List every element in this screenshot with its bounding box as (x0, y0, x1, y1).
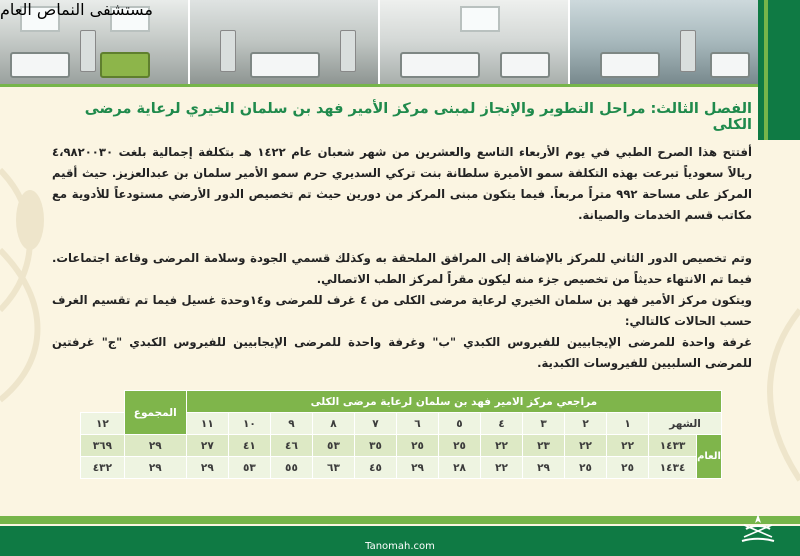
value-cell: ٦٣ (312, 457, 354, 479)
photo-dialysis-room-2 (190, 0, 378, 84)
table-row (81, 435, 722, 457)
value-cell: ٢٩ (523, 457, 565, 479)
value-cell: ٢٩ (396, 457, 438, 479)
month-cell: ١٢ (81, 413, 125, 435)
value-cell: ٢٢ (607, 435, 649, 457)
total-cell: ٤٣٢ (81, 457, 125, 479)
photo-dialysis-room-4 (570, 0, 758, 84)
table-row (81, 457, 722, 479)
month-cell: ٢ (565, 413, 607, 435)
hospital-name: مستشفى النماص العام (0, 0, 153, 19)
paragraph-1: أفتتح هذا الصرح الطبي في يوم الأربعاء التاسع والعشرين من شهر شعبان عام ١٤٢٢ هـ بتكلفة إجمالية بلغت ٤،٩٨٢٠٠٣٠ ريالاً سعودياً تبرعت بهذه التكلفة سمو الأميرة سلطانة بنت تركي السديري حرم سمو الأمير سلمان بن عبدالعزيز. حيث أقيم المركز على مساحة ٩٩٢ متراً مربعاً. فيما يتكون مبنى المركز من دورين حيث تم تخصيص الدور الأرضي مستودعاً للأدوية مع مكاتب قسم الخدمات والصيانة. (52, 145, 752, 222)
value-cell: ٢٢ (481, 435, 523, 457)
paragraph-4: غرفة واحدة للمرضى الإيجابيين للفيروس الكبدي "ب" وغرفة واحدة للمرضى الإيجابيين للفيروس الكبدي "ج" غرفتين للمرضى السلبيين للفيروسات الكبدية. (52, 335, 752, 370)
year-label: العام (697, 435, 722, 479)
value-cell: ٢٧ (186, 435, 228, 457)
paragraph-2: وتم تخصيص الدور الثاني للمركز بالإضافة إلى المرافق الملحقة به وكذلك قسمي الجودة وسلامة المرضى وقاعة اجتماعات. فيما تم الانتهاء حديثاً من تخصيص جزء منه ليكون مقراً لمركز الطب الاتصالي. (52, 251, 752, 286)
chapter-title: الفصل الثالث: مراحل التطوير والإنجاز لمبنى مركز الأمير فهد بن سلمان الخيري لرعاية مرضى الكلى (84, 101, 752, 133)
value-cell: ٥٣ (228, 457, 270, 479)
value-cell: ٢٥ (439, 435, 481, 457)
total-column-header: المجموع (124, 391, 186, 435)
value-cell: ٢٥ (607, 457, 649, 479)
month-cell: ١١ (186, 413, 228, 435)
value-cell: ٤١ (228, 435, 270, 457)
watermark: Tanomah.com (365, 541, 435, 552)
year-cell: ١٤٣٤ (649, 457, 697, 479)
value-cell: ٥٣ (312, 435, 354, 457)
value-cell: ٣٥ (354, 435, 396, 457)
month-cell: ٧ (354, 413, 396, 435)
leaf-ornament-right-icon (750, 300, 800, 500)
value-cell: ٢٥ (565, 457, 607, 479)
month-cell: ٩ (270, 413, 312, 435)
patients-statistics-table (80, 390, 722, 479)
month-cell: ٦ (396, 413, 438, 435)
paragraph-group (52, 248, 752, 374)
month-cell: ١ (607, 413, 649, 435)
value-cell: ٤٥ (354, 457, 396, 479)
table-caption: مراجعي مركز الامير فهد بن سلمان لرعاية مرضى الكلى (186, 391, 721, 413)
value-cell: ٥٥ (270, 457, 312, 479)
month-cell: ٤ (481, 413, 523, 435)
value-cell: ٢٥ (396, 435, 438, 457)
month-cell: ٥ (439, 413, 481, 435)
header-divider (0, 84, 758, 87)
value-cell: ٢٢ (565, 435, 607, 457)
value-cell: ٢٩ (186, 457, 228, 479)
value-cell: ٢٣ (523, 435, 565, 457)
year-cell: ١٤٣٣ (649, 435, 697, 457)
value-cell: ٢٢ (481, 457, 523, 479)
value-cell: ٤٦ (270, 435, 312, 457)
value-cell: ٢٩ (124, 457, 186, 479)
photo-dialysis-room-3 (380, 0, 568, 84)
paragraph-3: ويتكون مركز الأمير فهد بن سلمان الخيري لرعاية مرضى الكلى من ٤ غرف للمرضى و١٤وحدة غسيل فيما تم تقسيم الغرف حسب الحالات كالتالي: (52, 293, 753, 328)
value-cell: ٢٨ (439, 457, 481, 479)
value-cell: ٢٩ (124, 435, 186, 457)
side-color-bar (758, 0, 800, 140)
total-cell: ٣٦٩ (81, 435, 125, 457)
paragraph-opening (52, 142, 752, 226)
month-cell: ١٠ (228, 413, 270, 435)
month-cell: ٨ (312, 413, 354, 435)
hospital-logo-icon (738, 511, 778, 545)
month-header: الشهر (649, 413, 722, 435)
month-cell: ٣ (523, 413, 565, 435)
